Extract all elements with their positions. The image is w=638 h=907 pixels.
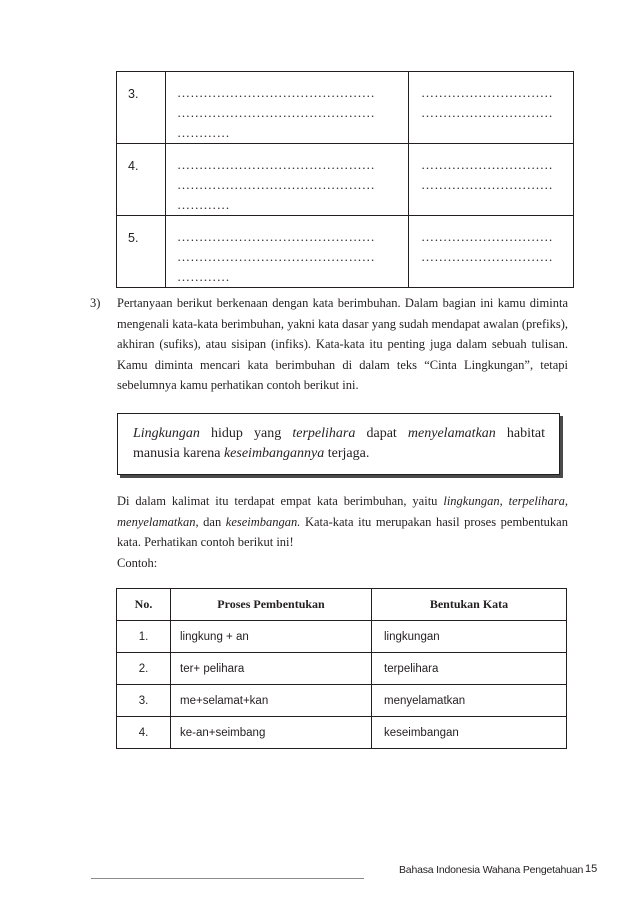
blank-line: ………………………… (421, 157, 553, 172)
row-number: 4. (117, 144, 166, 216)
formation-process: ter+ pelihara (171, 653, 372, 685)
table-row (117, 72, 574, 144)
affixed-word: menyelamatkan, (117, 514, 199, 529)
blank-result[interactable] (409, 144, 574, 216)
formed-word: menyelamatkan (372, 685, 567, 717)
blank-line: ………… (177, 269, 230, 284)
blank-line: ………… (177, 197, 230, 212)
example-table (116, 588, 567, 749)
header-process: Proses Pembentukan (171, 589, 372, 621)
table-row (117, 653, 567, 685)
paragraph-text: dan (198, 514, 226, 529)
sentence-text: hidup yang (199, 426, 293, 441)
row-number: 1. (117, 621, 171, 653)
blank-line: ………………………… (421, 249, 553, 264)
blank-process[interactable] (166, 144, 409, 216)
blank-line: ……………………………………… (177, 105, 375, 120)
blank-line: ……………………………………… (177, 229, 375, 244)
blank-process[interactable] (166, 216, 409, 288)
table-header-row (117, 589, 567, 621)
table-row (117, 144, 574, 216)
page-number: 15 (585, 863, 598, 875)
affixed-word: keseimbangannya (223, 446, 325, 461)
affixed-word: terpelihara, (508, 494, 569, 508)
blank-line: ……………………………………… (177, 249, 375, 264)
example-line-1 (133, 424, 545, 444)
sentence-text: manusia karena (133, 446, 224, 461)
blank-result[interactable] (409, 72, 574, 144)
header-no: No. (117, 589, 171, 621)
row-number: 4. (117, 717, 171, 749)
footer-divider (91, 878, 364, 879)
book-title: Bahasa Indonesia Wahana Pengetahuan (399, 864, 584, 876)
table-row (117, 621, 567, 653)
formation-process: me+selamat+kan (171, 685, 372, 717)
sentence-text: terjaga. (324, 446, 370, 461)
sentence-text: habitat (495, 426, 545, 441)
blank-line: ……………………………………… (177, 177, 375, 192)
blank-line: ………………………… (421, 177, 553, 192)
row-number: 3. (117, 685, 171, 717)
blank-process[interactable] (166, 72, 409, 144)
table-row (117, 717, 567, 749)
formed-word: terpelihara (372, 653, 567, 685)
blank-line: ……………………………………… (177, 85, 375, 100)
blank-line: ……………………………………… (177, 157, 375, 172)
affixed-word: keseimbangan. (225, 514, 301, 529)
sentence-text: dapat (355, 426, 408, 441)
affixed-word: Lingkungan (133, 426, 200, 441)
formed-word: lingkungan (372, 621, 567, 653)
row-number: 3. (117, 72, 166, 144)
blank-result[interactable] (409, 216, 574, 288)
question-number: 3) (90, 296, 101, 310)
example-label: Contoh: (117, 556, 158, 570)
table-row (117, 685, 567, 717)
formation-process: lingkung + an (171, 621, 372, 653)
blank-line: ………………………… (421, 85, 553, 100)
example-line-2 (133, 446, 369, 461)
blank-line: ………………………… (421, 105, 553, 120)
header-result: Bentukan Kata (372, 589, 567, 621)
row-number: 5. (117, 216, 166, 288)
question-text: Pertanyaan berikut berkenaan dengan kata berimbuhan. Dalam bagian ini kamu diminta mengenali kata-kata berimbuhan, yakni kata dasar yang sudah mendapat awalan (prefiks), akhiran (sufiks), atau sisipan (infiks). Kata-kata itu penting juga dalam sebuah tulisan. Kamu diminta mencari kata berimbuhan di dalam teks “Cinta Lingkungan”, tetapi sebelumnya kamu perhatikan contoh berikut ini. (117, 296, 568, 392)
example-sentence-box (117, 413, 560, 475)
paragraph-text: Di dalam kalimat itu terdapat empat kata berimbuhan, yaitu (117, 494, 444, 508)
affixed-word: lingkungan, (443, 494, 503, 508)
formed-word: keseimbangan (372, 717, 567, 749)
explanation-paragraph (117, 491, 568, 553)
row-number: 2. (117, 653, 171, 685)
formation-process: ke-an+seimbang (171, 717, 372, 749)
affixed-word: menyelamatkan (407, 426, 496, 441)
affixed-word: terpelihara (292, 426, 356, 441)
blank-line: ………………………… (421, 229, 553, 244)
paragraph-text: Kata-kata itu merupakan hasil proses pembentukan kata. Perhatikan contoh berikut ini! (117, 514, 568, 549)
table-row (117, 216, 574, 288)
blank-line: ………… (177, 125, 230, 140)
exercise-table (116, 71, 574, 288)
